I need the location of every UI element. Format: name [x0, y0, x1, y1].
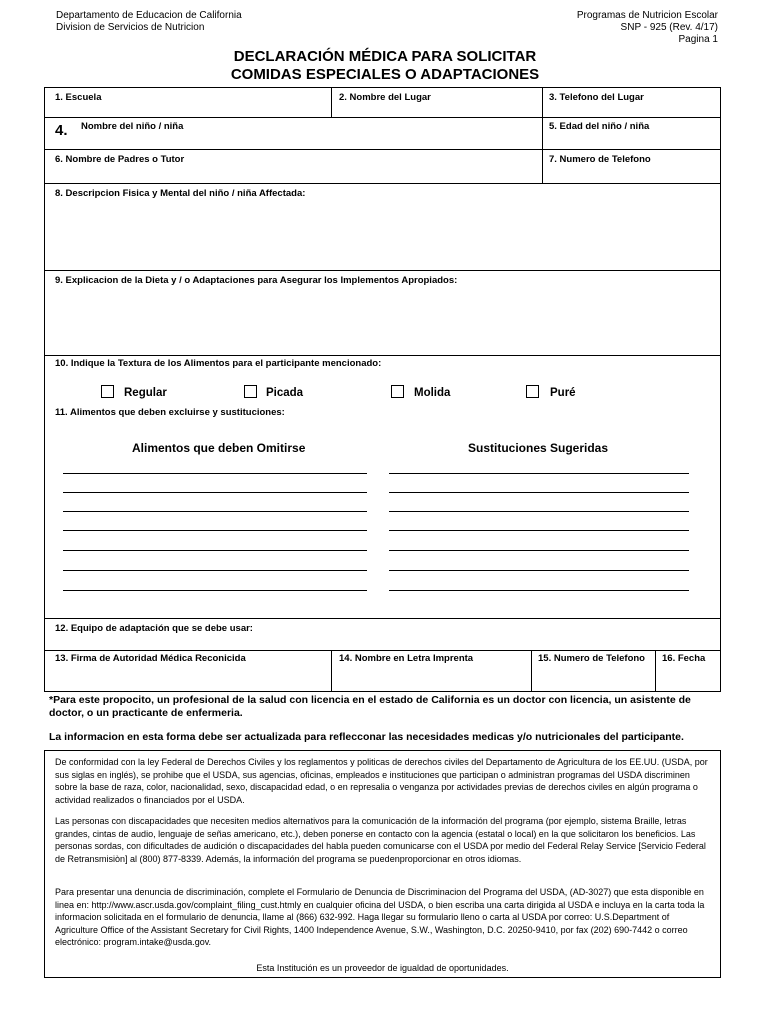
- diet-explanation-field[interactable]: [45, 271, 720, 356]
- date-field[interactable]: [656, 651, 720, 691]
- omit-line[interactable]: [63, 570, 367, 571]
- texture-label: 10. Indique la Textura de los Alimentos para el participante mencionado:: [55, 358, 382, 369]
- date-label: 16. Fecha: [662, 653, 706, 664]
- signer-phone-label: 15. Numero de Telefono: [538, 653, 645, 664]
- printed-name-field[interactable]: [332, 651, 532, 691]
- parent-name-field[interactable]: [45, 150, 543, 184]
- update-note: La informacion en esta forma debe ser actualizada para reflecconar las necesidades medicas y/o nutricionales del participante.: [49, 731, 684, 743]
- form-title-line2: COMIDAS ESPECIALES O ADAPTACIONES: [230, 66, 540, 83]
- form-number: SNP - 925 (Rev. 4/17): [620, 22, 718, 33]
- texture-picada-label: Picada: [266, 387, 304, 399]
- child-name-field[interactable]: [45, 118, 543, 150]
- page-number: Pagina 1: [678, 34, 718, 45]
- child-age-label: 5. Edad del niño / niña: [549, 121, 650, 132]
- civil-rights-paragraph: De conformidad con la ley Federal de Derechos Civiles y los reglamentos y politicas de derechos civiles del Departamento de Agricultura de los EE.UU. (USDA, por sus siglas en inglés), se prohibe que el USDA, sus agencias, oficinas, empleados e instituciones que participan o administran programas del USDA discriminen sobre la base de raza, color, nacionalidad, sexo, discapacidad edad, o en represalia o venganza por actividades previas de derechos civiles en algún programa o actividad realizados o financiados por el USDA.: [55, 757, 708, 805]
- program-name: Programas de Nutricion Escolar: [576, 10, 718, 21]
- omit-line[interactable]: [63, 550, 367, 551]
- complaint-paragraph: Para presentar una denuncia de discriminación, complete el Formulario de Denuncia de Discriminacion del Programa del USDA, (AD-3027) que esta disponible en linea en: http://www.ascr.usda.gov/complaint_filing_cust.htmly en cualquier oficina del USDA, o bien escriba una carta dirigida al USDA e incluya en la carta toda la informacion solicitada en el formulario de denuncia, llame al (866) 632-992. Haga llegar su formulario lleno o carta al USDA por correo: U.S.Department of Agriculture Office of the Assistant Secretary for Civil Rights, 1400 Independence Avenue, S.W., Washington, D.C. 20250-9410, por fax (202) 690-7442 o correo electrónico: program.intake@usda.gov.: [55, 887, 705, 947]
- excluded-foods-section: [45, 406, 720, 619]
- substitution-line[interactable]: [389, 492, 689, 493]
- texture-molida-label: Molida: [414, 387, 451, 399]
- physical-mental-description-field[interactable]: [45, 184, 720, 271]
- medical-statement-form: [44, 87, 721, 692]
- school-field[interactable]: [45, 88, 332, 118]
- texture-pure-checkbox[interactable]: [526, 385, 539, 398]
- texture-molida-checkbox[interactable]: [391, 385, 404, 398]
- adaptive-equipment-field[interactable]: [45, 619, 720, 651]
- site-name-label: 2. Nombre del Lugar: [339, 92, 431, 103]
- equal-opportunity-statement: Esta Institución es un proveedor de igualdad de oportunidades.: [256, 963, 509, 973]
- substitution-line[interactable]: [389, 473, 689, 474]
- parent-name-label: 6. Nombre de Padres o Tutor: [55, 154, 185, 165]
- texture-regular-checkbox[interactable]: [101, 385, 114, 398]
- texture-pure-label: Puré: [550, 387, 576, 399]
- signature-label: 13. Firma de Autoridad Médica Reconicida: [55, 653, 246, 664]
- omit-line[interactable]: [63, 511, 367, 512]
- substitution-line[interactable]: [389, 590, 689, 591]
- department-name: Departamento de Educacion de California: [56, 10, 242, 21]
- definition-note: *Para este propocito, un profesional de la salud con licencia en el estado de California es un doctor con licencia, un asistente de doctor, o un practicante de enfermeria.: [49, 694, 691, 719]
- description-label: 8. Descripcion Fisica y Mental del niño / niña Affectada:: [55, 188, 306, 199]
- child-name-label: Nombre del niño / niña: [81, 121, 184, 132]
- phone-number-label: 7. Numero de Telefono: [549, 154, 651, 165]
- printed-name-label: 14. Nombre en Letra Imprenta: [339, 653, 474, 664]
- substitution-line[interactable]: [389, 530, 689, 531]
- substitution-line[interactable]: [389, 570, 689, 571]
- site-phone-field[interactable]: [543, 88, 720, 118]
- signer-phone-field[interactable]: [532, 651, 656, 691]
- site-phone-label: 3. Telefono del Lugar: [549, 92, 644, 103]
- site-name-field[interactable]: [332, 88, 543, 118]
- excluded-foods-label: 11. Alimentos que deben excluirse y sustituciones:: [55, 407, 285, 418]
- division-name: Division de Servicios de Nutricion: [56, 22, 205, 33]
- disabilities-paragraph: Las personas con discapacidades que necesiten medios alternativos para la comunicación de la información del programa (por ejemplo, sistema Braille, letras grandes, cintas de audio, lenguaje de señas americano, etc.), deben ponerse en contacto con la agencia (estatal o local) en la que solicitaron los beneficios. Las personas sordas, con dificultades de audición o discapacidades del habla pueden comunicarse con el USDA por medio del Federal Relay Service [Servicio Federal de Retransmisiòn] al (800) 877-8339. Además, la información del programa se puedenproporcionar en otros idiomas.: [55, 816, 706, 864]
- substitution-line[interactable]: [389, 550, 689, 551]
- omit-line[interactable]: [63, 492, 367, 493]
- texture-picada-checkbox[interactable]: [244, 385, 257, 398]
- omit-line[interactable]: [63, 530, 367, 531]
- omit-column-header: Alimentos que deben Omitirse: [132, 441, 306, 455]
- phone-number-field[interactable]: [543, 150, 720, 184]
- substitutions-column-header: Sustituciones Sugeridas: [468, 441, 609, 455]
- food-texture-section: [45, 356, 720, 406]
- school-label: 1. Escuela: [55, 92, 102, 103]
- child-age-field[interactable]: [543, 118, 720, 150]
- nondiscrimination-statement: [44, 750, 721, 978]
- signature-field[interactable]: [45, 651, 332, 691]
- texture-regular-label: Regular: [124, 387, 167, 399]
- adaptive-equipment-label: 12. Equipo de adaptación que se debe usar:: [55, 623, 253, 634]
- child-name-number: 4.: [55, 122, 68, 139]
- diet-explanation-label: 9. Explicacion de la Dieta y / o Adaptaciones para Asegurar los Implementos Apropiados:: [55, 275, 458, 286]
- omit-line[interactable]: [63, 473, 367, 474]
- form-title-line1: DECLARACIÓN MÉDICA PARA SOLICITAR: [233, 48, 537, 65]
- omit-line[interactable]: [63, 590, 367, 591]
- substitution-line[interactable]: [389, 511, 689, 512]
